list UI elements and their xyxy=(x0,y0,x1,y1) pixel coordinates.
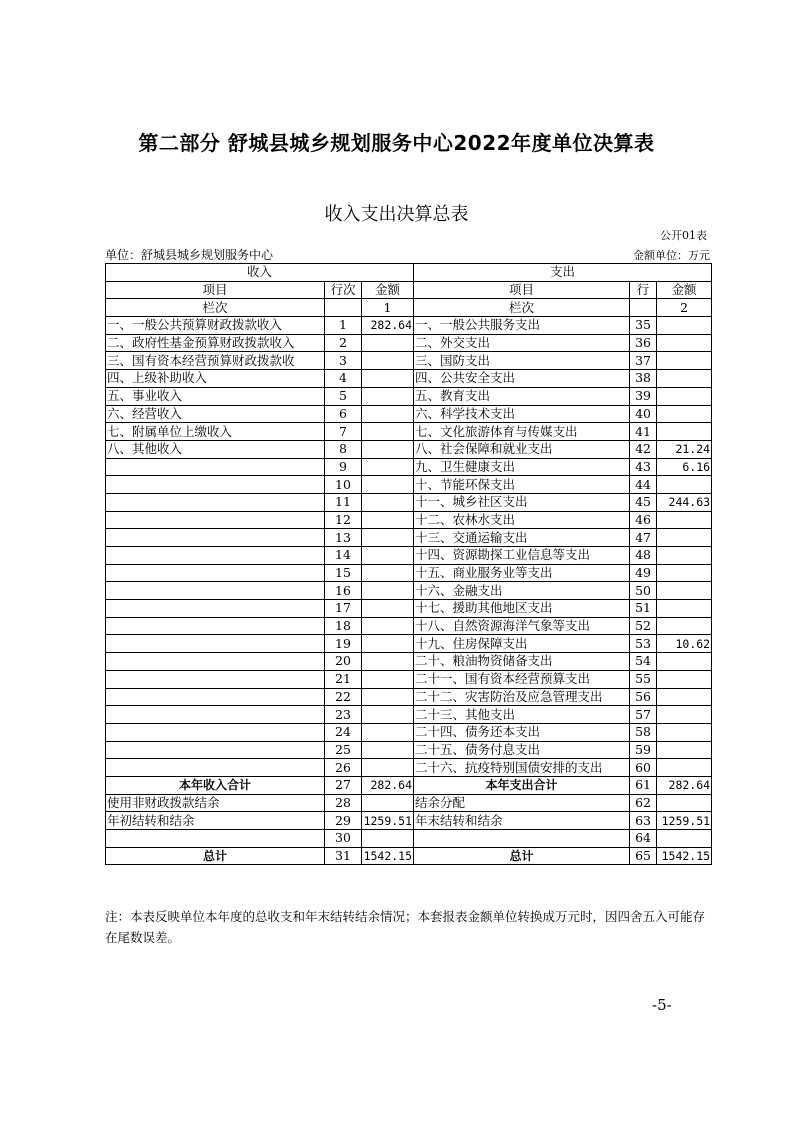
table-row xyxy=(106,688,712,706)
expense-amount-cell xyxy=(657,352,712,370)
income-line-cell: 12 xyxy=(325,511,362,529)
income-amount-cell xyxy=(362,688,414,706)
income-item-cell xyxy=(106,706,325,724)
expense-amount-cell xyxy=(657,387,712,405)
expense-amount-cell xyxy=(657,759,712,777)
expense-line-cell: 62 xyxy=(630,794,657,812)
year-total-row xyxy=(106,776,712,794)
income-item-cell: 七、附属单位上缴收入 xyxy=(106,423,325,441)
income-item-cell: 总计 xyxy=(106,847,325,865)
expense-item-cell: 五、教育支出 xyxy=(414,387,630,405)
table-row xyxy=(106,458,712,476)
income-line-cell: 30 xyxy=(325,830,362,848)
income-amount-cell xyxy=(362,352,414,370)
expense-amount-cell xyxy=(657,688,712,706)
expense-line-cell: 51 xyxy=(630,600,657,618)
income-item-cell xyxy=(106,617,325,635)
expense-amount-cell xyxy=(657,582,712,600)
income-expense-table xyxy=(105,263,712,865)
expense-line-cell: 36 xyxy=(630,334,657,352)
expense-amount-cell xyxy=(657,564,712,582)
expense-line-cell: 52 xyxy=(630,617,657,635)
income-line-cell: 22 xyxy=(325,688,362,706)
income-line-cell: 18 xyxy=(325,617,362,635)
expense-line-cell: 37 xyxy=(630,352,657,370)
income-item-cell: 五、事业收入 xyxy=(106,387,325,405)
income-amount-cell xyxy=(362,564,414,582)
expense-line-cell: 61 xyxy=(630,776,657,794)
income-amount-cell xyxy=(362,511,414,529)
expense-index-line xyxy=(630,299,657,317)
expense-item-cell: 九、卫生健康支出 xyxy=(414,458,630,476)
income-item-cell xyxy=(106,564,325,582)
expense-group-header: 支出 xyxy=(414,264,712,282)
expense-amount-cell xyxy=(657,617,712,635)
income-amount-cell xyxy=(362,794,414,812)
table-row xyxy=(106,352,712,370)
expense-item-cell: 年末结转和结余 xyxy=(414,812,630,830)
expense-line-cell: 50 xyxy=(630,582,657,600)
expense-amount-cell xyxy=(657,405,712,423)
expense-amount-cell xyxy=(657,334,712,352)
income-amount-cell xyxy=(362,670,414,688)
income-amount-cell xyxy=(362,440,414,458)
income-line-cell: 6 xyxy=(325,405,362,423)
income-item-cell: 六、经营收入 xyxy=(106,405,325,423)
income-line-cell: 15 xyxy=(325,564,362,582)
expense-amount-cell xyxy=(657,706,712,724)
expense-item-cell: 二、外交支出 xyxy=(414,334,630,352)
table-row xyxy=(106,706,712,724)
expense-amount-cell xyxy=(657,529,712,547)
table-row xyxy=(106,317,712,335)
table-row xyxy=(106,830,712,848)
expense-item-header: 项目 xyxy=(414,281,630,299)
expense-amount-header: 金额 xyxy=(657,281,712,299)
income-line-cell: 5 xyxy=(325,387,362,405)
income-line-cell: 2 xyxy=(325,334,362,352)
expense-line-cell: 49 xyxy=(630,564,657,582)
expense-item-cell: 十六、金融支出 xyxy=(414,582,630,600)
income-amount-cell xyxy=(362,370,414,388)
income-amount-header: 金额 xyxy=(362,281,414,299)
income-line-cell: 13 xyxy=(325,529,362,547)
expense-item-cell: 十二、农林水支出 xyxy=(414,511,630,529)
table-row xyxy=(106,334,712,352)
income-item-cell xyxy=(106,529,325,547)
income-amount-cell xyxy=(362,706,414,724)
table-row xyxy=(106,759,712,777)
expense-line-cell: 59 xyxy=(630,741,657,759)
table-row xyxy=(106,370,712,388)
expense-item-cell: 七、文化旅游体育与传媒支出 xyxy=(414,423,630,441)
expense-item-cell: 二十六、抗疫特别国债安排的支出 xyxy=(414,759,630,777)
expense-item-cell: 十七、援助其他地区支出 xyxy=(414,600,630,618)
income-amount-cell xyxy=(362,493,414,511)
income-line-cell: 11 xyxy=(325,493,362,511)
table-row xyxy=(106,794,712,812)
income-item-cell xyxy=(106,458,325,476)
income-amount-cell xyxy=(362,653,414,671)
expense-line-cell: 46 xyxy=(630,511,657,529)
income-amount-cell xyxy=(362,723,414,741)
amount-unit: 金额单位：万元 xyxy=(633,249,710,262)
expense-item-cell: 结余分配 xyxy=(414,794,630,812)
unit-line xyxy=(105,246,710,262)
table-row xyxy=(106,741,712,759)
expense-amount-cell xyxy=(657,547,712,565)
table-row xyxy=(106,423,712,441)
income-item-cell xyxy=(106,723,325,741)
income-amount-cell xyxy=(362,458,414,476)
expense-amount-cell xyxy=(657,370,712,388)
table-row xyxy=(106,493,712,511)
income-item-cell xyxy=(106,600,325,618)
table-row xyxy=(106,653,712,671)
expense-item-cell: 本年支出合计 xyxy=(414,776,630,794)
expense-amount-cell xyxy=(657,317,712,335)
table-row xyxy=(106,440,712,458)
income-item-cell xyxy=(106,511,325,529)
expense-line-cell: 58 xyxy=(630,723,657,741)
income-group-header: 收入 xyxy=(106,264,414,282)
expense-item-cell: 二十三、其他支出 xyxy=(414,706,630,724)
table-row xyxy=(106,529,712,547)
income-amount-cell xyxy=(362,759,414,777)
document-title: 第二部分 舒城县城乡规划服务中心2022年度单位决算表 xyxy=(138,131,655,155)
income-line-cell: 20 xyxy=(325,653,362,671)
table-row xyxy=(106,670,712,688)
income-line-cell: 7 xyxy=(325,423,362,441)
expense-item-cell: 十四、资源勘探工业信息等支出 xyxy=(414,547,630,565)
expense-item-cell: 十、节能环保支出 xyxy=(414,476,630,494)
grand-total-row xyxy=(106,847,712,865)
income-amount-cell xyxy=(362,476,414,494)
income-item-cell: 一、一般公共预算财政拨款收入 xyxy=(106,317,325,335)
income-line-cell: 24 xyxy=(325,723,362,741)
expense-line-cell: 45 xyxy=(630,493,657,511)
income-line-cell: 1 xyxy=(325,317,362,335)
expense-line-cell: 38 xyxy=(630,370,657,388)
table-title: 收入支出决算总表 xyxy=(324,204,469,225)
expense-amount-cell: 1259.51 xyxy=(657,812,712,830)
expense-line-cell: 35 xyxy=(630,317,657,335)
income-amount-cell xyxy=(362,529,414,547)
income-item-cell: 四、上级补助收入 xyxy=(106,370,325,388)
income-amount-cell xyxy=(362,741,414,759)
income-item-cell: 八、其他收入 xyxy=(106,440,325,458)
expense-line-cell: 41 xyxy=(630,423,657,441)
income-item-cell: 使用非财政拨款结余 xyxy=(106,794,325,812)
income-line-cell: 25 xyxy=(325,741,362,759)
income-item-cell: 二、政府性基金预算财政拨款收入 xyxy=(106,334,325,352)
income-amount-cell: 282.64 xyxy=(362,776,414,794)
table-row xyxy=(106,511,712,529)
table-row xyxy=(106,476,712,494)
expense-amount-cell xyxy=(657,653,712,671)
income-amount-cell xyxy=(362,547,414,565)
income-amount-cell xyxy=(362,830,414,848)
expense-line-cell: 42 xyxy=(630,440,657,458)
income-line-cell: 29 xyxy=(325,812,362,830)
expense-amount-cell xyxy=(657,830,712,848)
income-line-cell: 28 xyxy=(325,794,362,812)
income-line-cell: 4 xyxy=(325,370,362,388)
expense-line-cell: 65 xyxy=(630,847,657,865)
table-row xyxy=(106,635,712,653)
table-row xyxy=(106,582,712,600)
income-item-header: 项目 xyxy=(106,281,325,299)
expense-item-cell: 二十一、国有资本经营预算支出 xyxy=(414,670,630,688)
income-amount-cell xyxy=(362,582,414,600)
income-line-cell: 9 xyxy=(325,458,362,476)
expense-line-header: 行 xyxy=(630,281,657,299)
income-line-cell: 31 xyxy=(325,847,362,865)
column-index-row xyxy=(106,299,712,317)
table-row xyxy=(106,547,712,565)
income-item-cell: 年初结转和结余 xyxy=(106,812,325,830)
income-item-cell xyxy=(106,830,325,848)
expense-amount-cell xyxy=(657,423,712,441)
income-index-amount: 1 xyxy=(362,299,414,317)
expense-amount-cell: 6.16 xyxy=(657,458,712,476)
income-line-cell: 10 xyxy=(325,476,362,494)
expense-line-cell: 57 xyxy=(630,706,657,724)
income-item-cell xyxy=(106,635,325,653)
income-line-header: 行次 xyxy=(325,281,362,299)
form-number: 公开01表 xyxy=(660,229,707,242)
expense-line-cell: 63 xyxy=(630,812,657,830)
expense-item-cell: 二十二、灾害防治及应急管理支出 xyxy=(414,688,630,706)
expense-amount-cell xyxy=(657,723,712,741)
page-number: -5- xyxy=(652,996,672,1014)
income-amount-cell: 1259.51 xyxy=(362,812,414,830)
income-line-cell: 27 xyxy=(325,776,362,794)
expense-item-cell: 八、社会保障和就业支出 xyxy=(414,440,630,458)
income-item-cell xyxy=(106,547,325,565)
table-row xyxy=(106,812,712,830)
income-amount-cell: 282.64 xyxy=(362,317,414,335)
expense-line-cell: 54 xyxy=(630,653,657,671)
expense-line-cell: 44 xyxy=(630,476,657,494)
income-amount-cell xyxy=(362,423,414,441)
income-item-cell xyxy=(106,670,325,688)
expense-line-cell: 48 xyxy=(630,547,657,565)
expense-item-cell: 三、国防支出 xyxy=(414,352,630,370)
expense-amount-cell: 21.24 xyxy=(657,440,712,458)
income-amount-cell xyxy=(362,334,414,352)
income-item-cell xyxy=(106,759,325,777)
expense-item-cell xyxy=(414,830,630,848)
group-header-row xyxy=(106,264,712,282)
expense-item-cell: 二十、粮油物资储备支出 xyxy=(414,653,630,671)
expense-line-cell: 43 xyxy=(630,458,657,476)
income-index-line xyxy=(325,299,362,317)
table-row xyxy=(106,405,712,423)
expense-amount-cell xyxy=(657,476,712,494)
income-line-cell: 26 xyxy=(325,759,362,777)
income-item-cell xyxy=(106,582,325,600)
income-line-cell: 23 xyxy=(325,706,362,724)
income-item-cell xyxy=(106,688,325,706)
footnote: 注：本表反映单位本年度的总收支和年末结转结余情况；本套报表金额单位转换成万元时，因四舍五入可能存在尾数误差。 xyxy=(105,909,706,945)
expense-amount-cell: 10.62 xyxy=(657,635,712,653)
expense-item-cell: 一、一般公共服务支出 xyxy=(414,317,630,335)
expense-item-cell: 总计 xyxy=(414,847,630,865)
income-item-cell: 本年收入合计 xyxy=(106,776,325,794)
income-item-cell xyxy=(106,653,325,671)
income-index-label: 栏次 xyxy=(106,299,325,317)
income-item-cell xyxy=(106,476,325,494)
expense-line-cell: 39 xyxy=(630,387,657,405)
expense-amount-cell xyxy=(657,511,712,529)
income-line-cell: 14 xyxy=(325,547,362,565)
income-line-cell: 17 xyxy=(325,600,362,618)
expense-item-cell: 二十五、债务付息支出 xyxy=(414,741,630,759)
expense-index-amount: 2 xyxy=(657,299,712,317)
reporting-unit: 单位：舒城县城乡规划服务中心 xyxy=(105,248,274,262)
expense-item-cell: 六、科学技术支出 xyxy=(414,405,630,423)
expense-line-cell: 60 xyxy=(630,759,657,777)
income-amount-cell: 1542.15 xyxy=(362,847,414,865)
income-amount-cell xyxy=(362,635,414,653)
expense-item-cell: 四、公共安全支出 xyxy=(414,370,630,388)
income-amount-cell xyxy=(362,617,414,635)
expense-item-cell: 十九、住房保障支出 xyxy=(414,635,630,653)
income-line-cell: 19 xyxy=(325,635,362,653)
income-item-cell: 三、国有资本经营预算财政拨款收 xyxy=(106,352,325,370)
expense-amount-cell: 282.64 xyxy=(657,776,712,794)
expense-item-cell: 十三、交通运输支出 xyxy=(414,529,630,547)
expense-line-cell: 53 xyxy=(630,635,657,653)
income-amount-cell xyxy=(362,405,414,423)
table-row xyxy=(106,387,712,405)
expense-amount-cell xyxy=(657,670,712,688)
expense-line-cell: 47 xyxy=(630,529,657,547)
income-item-cell xyxy=(106,493,325,511)
table-row xyxy=(106,600,712,618)
expense-amount-cell xyxy=(657,794,712,812)
expense-item-cell: 十一、城乡社区支出 xyxy=(414,493,630,511)
table-row xyxy=(106,617,712,635)
expense-item-cell: 十八、自然资源海洋气象等支出 xyxy=(414,617,630,635)
income-line-cell: 3 xyxy=(325,352,362,370)
expense-line-cell: 40 xyxy=(630,405,657,423)
expense-amount-cell: 244.63 xyxy=(657,493,712,511)
income-item-cell xyxy=(106,741,325,759)
expense-index-label: 栏次 xyxy=(414,299,630,317)
expense-item-cell: 十五、商业服务业等支出 xyxy=(414,564,630,582)
expense-line-cell: 55 xyxy=(630,670,657,688)
expense-amount-cell: 1542.15 xyxy=(657,847,712,865)
expense-line-cell: 56 xyxy=(630,688,657,706)
expense-item-cell: 二十四、债务还本支出 xyxy=(414,723,630,741)
table-body xyxy=(106,264,712,865)
expense-amount-cell xyxy=(657,600,712,618)
table-row xyxy=(106,723,712,741)
column-header-row xyxy=(106,281,712,299)
table-row xyxy=(106,564,712,582)
income-amount-cell xyxy=(362,387,414,405)
expense-amount-cell xyxy=(657,741,712,759)
income-line-cell: 8 xyxy=(325,440,362,458)
income-line-cell: 16 xyxy=(325,582,362,600)
expense-line-cell: 64 xyxy=(630,830,657,848)
income-amount-cell xyxy=(362,600,414,618)
income-line-cell: 21 xyxy=(325,670,362,688)
